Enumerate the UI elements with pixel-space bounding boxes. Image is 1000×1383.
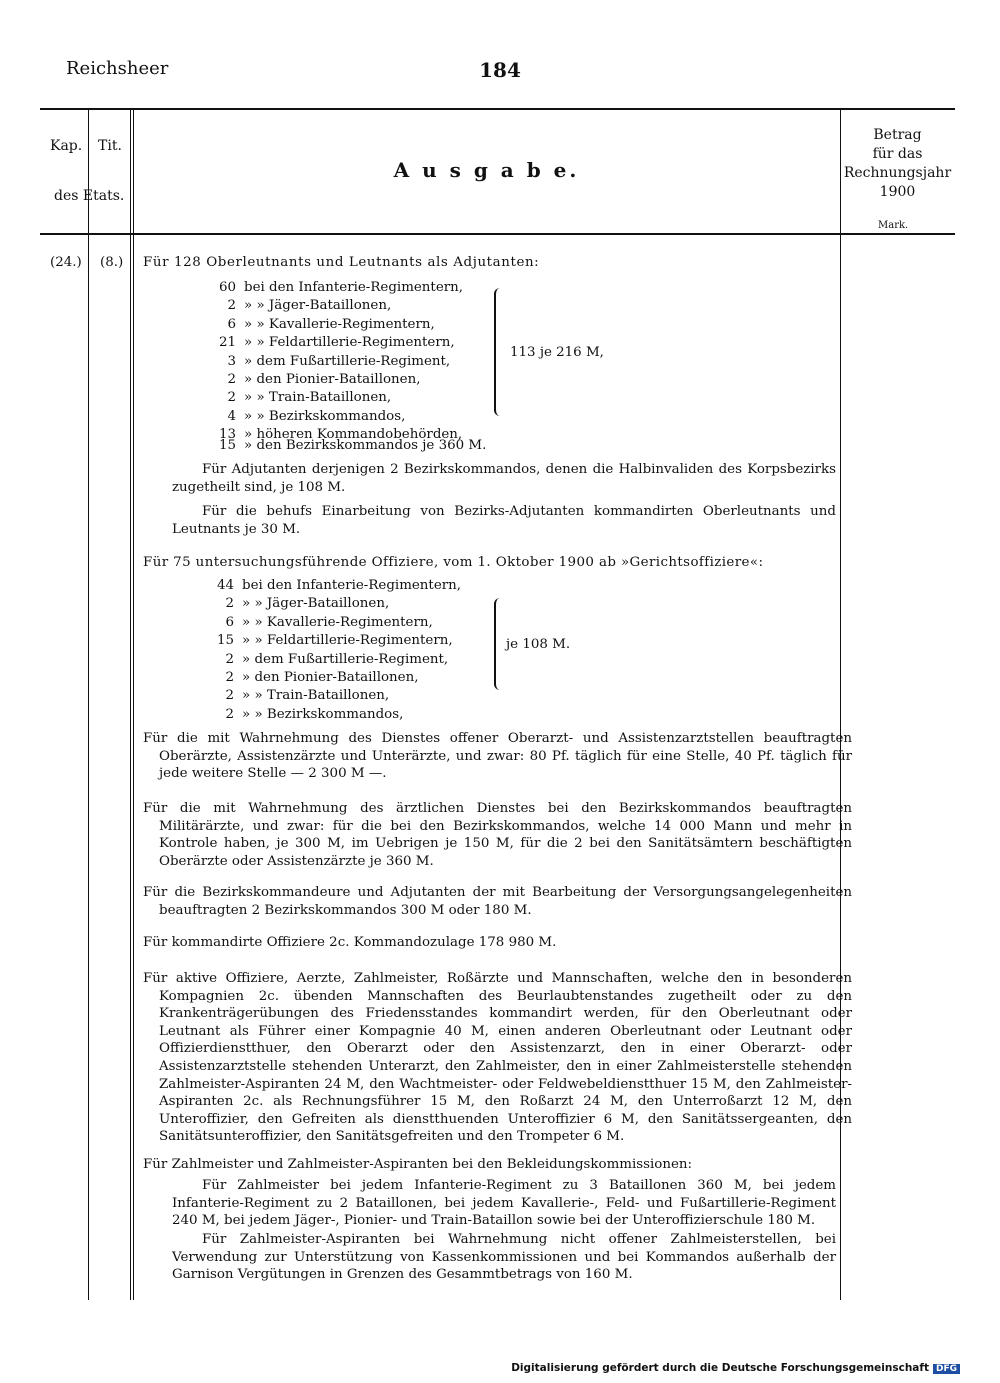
column-rule-tit-double	[133, 110, 134, 1300]
count: 2	[225, 651, 234, 667]
column-rule-tit	[130, 110, 131, 1300]
count: 13	[218, 427, 236, 443]
table-top-rule	[40, 108, 955, 110]
unit-column	[242, 577, 461, 724]
col-head-kap: Kap.	[50, 138, 83, 154]
unit-label: » » Feldartillerie-Regimentern,	[242, 633, 453, 649]
count-column	[210, 279, 236, 445]
count: 2	[225, 670, 234, 686]
curly-brace	[494, 598, 502, 690]
col-head-betrag	[840, 126, 955, 202]
col-head-tit: Tit.	[98, 138, 122, 154]
betrag-line: für das	[872, 146, 923, 162]
unit-label: » » Train-Bataillonen,	[244, 390, 392, 406]
col-head-des-etats: des Etats.	[54, 188, 125, 204]
unit-column	[244, 279, 463, 445]
row-kap: (24.)	[50, 255, 82, 270]
section-heading: Für 75 untersuchungsführende Offiziere, vom 1. Oktober 1900 ab »Gerichtsoffiziere«:	[143, 555, 764, 570]
count: 15	[216, 633, 234, 649]
credit-text: Digitalisierung gefördert durch die Deutsche Forschungsgemeinschaft	[511, 1362, 929, 1374]
count: 2	[227, 372, 236, 388]
count-column	[208, 577, 234, 724]
page-number: 184	[479, 58, 521, 82]
column-rule-kap	[88, 110, 89, 1300]
paragraph: Für die behufs Einarbeitung von Bezirks-Adjutanten kommandirten Oberleutnants und Leutnants je 30 M.	[172, 504, 836, 537]
betrag-line: Rechnungsjahr	[843, 165, 952, 181]
unit-label: » » Bezirkskommandos,	[242, 706, 404, 722]
betrag-line: Betrag	[873, 127, 922, 143]
unit-label: » » Bezirkskommandos,	[244, 408, 406, 424]
unit-label: » » Kavallerie-Regimentern,	[244, 316, 435, 332]
unit-label: » den Pionier-Bataillonen,	[244, 372, 421, 388]
count: 4	[227, 408, 236, 424]
unit-label: » » Jäger-Bataillonen,	[242, 596, 390, 612]
count: 3	[227, 353, 236, 369]
unit-label: » » Feldartillerie-Regimentern,	[244, 335, 455, 351]
unit-label: bei den Infanterie-Regimentern,	[242, 578, 462, 593]
count: 2	[225, 596, 234, 612]
unit-label: » » Train-Bataillonen,	[242, 688, 390, 704]
unit-label: » » Jäger-Bataillonen,	[244, 298, 392, 314]
brace-label: 113 je 216 M,	[510, 345, 604, 360]
betrag-line: 1900	[879, 184, 916, 200]
unit-label: » » Kavallerie-Regimentern,	[242, 614, 433, 630]
count: 21	[218, 335, 236, 351]
section-title: A u s g a b e.	[393, 158, 580, 182]
count: 15	[218, 438, 236, 453]
curly-brace	[494, 288, 502, 416]
section-heading: Für 128 Oberleutnants und Leutnants als Adjutanten:	[143, 255, 540, 270]
dfg-logo: DFG	[933, 1364, 960, 1374]
unit-label: bei den Infanterie-Regimentern,	[244, 280, 464, 295]
paragraph: Für Adjutanten derjenigen 2 Bezirkskommandos, denen die Halbinvaliden des Korpsbezirks zugetheilt sind, je 108 M.	[172, 462, 836, 495]
digitization-credit	[511, 1362, 960, 1383]
count: 2	[225, 706, 234, 722]
paragraph: Für die mit Wahrnehmung des Dienstes offener Oberarzt- und Assistenzarztstellen beauftragten Oberärzte, Assistenzärzte und Unterärzte, und zwar: 80 Pf. täglich für eine Stelle, 40 Pf. täglich für jede weitere Stelle — 2 300 M —.	[143, 731, 852, 782]
paragraph: Für die Bezirkskommandeure und Adjutanten der mit Bearbeitung der Versorgungsangelegenheiten beauftragten 2 Bezirkskommandos 300 M oder 180 M.	[143, 885, 852, 918]
count: 2	[227, 390, 236, 406]
section-heading: Für Zahlmeister und Zahlmeister-Aspiranten bei den Bekleidungskommissionen:	[143, 1157, 693, 1172]
unit-label: » dem Fußartillerie-Regiment,	[242, 651, 449, 667]
col-head-mark: Mark.	[878, 220, 909, 231]
count: 44	[216, 578, 234, 593]
paragraph: Für die mit Wahrnehmung des ärztlichen Dienstes bei den Bezirkskommandos beauftragten Militärärzte, und zwar: für die bei den Bezirkskommandos, welche 14 000 Mann und mehr in Kontrole haben, je 300 M, im Uebrigen je 150 M, für die 2 bei den Sanitätsämtern beschäftigten Oberärzte oder Assistenzärzte je 360 M.	[143, 801, 852, 869]
unit-label: » den Bezirkskommandos je 360 M.	[244, 438, 487, 453]
count: 6	[225, 614, 234, 630]
count: 2	[225, 688, 234, 704]
unit-label: » den Pionier-Bataillonen,	[242, 670, 419, 686]
paragraph: Für Zahlmeister-Aspiranten bei Wahrnehmung nicht offener Zahlmeisterstellen, bei Verwendung zur Unterstützung von Kassenkommissionen und bei Kommandos außerhalb der Garnison Vergütungen in Grenzen des Gesammtbetrags von 160 M.	[172, 1232, 836, 1283]
count: 60	[218, 280, 236, 295]
row-tit: (8.)	[100, 255, 124, 270]
count: 2	[227, 298, 236, 314]
count: 6	[227, 316, 236, 332]
running-title: Reichsheer	[66, 58, 169, 79]
brace-label: je 108 M.	[506, 637, 571, 652]
paragraph: Für aktive Offiziere, Aerzte, Zahlmeister, Roßärzte und Mannschaften, welche den in besonderen Kompagnien 2c. übenden Mannschaften des Beurlaubtenstandes zugetheilt oder zu den Krankenträgerübungen des Friedensstandes kommandirt werden, für den Oberleutnant oder Leutnant als Führer einer Kompagnie 40 M, einen anderen Oberleutnant oder Leutnant oder Offizierdienstthuer, den Oberarzt oder den Assistenzarzt, den in einer Oberarzt- oder Assistenzarztstelle stehenden Unterarzt, den Zahlmeister, den in einer Zahlmeisterstelle stehenden Zahlmeister-Aspiranten 24 M, den Wachtmeister- oder Feldwebeldienstthuer 15 M, den Zahlmeister-Aspiranten 2c. als Rechnungsführer 15 M, den Roßarzt 24 M, den Unterroßarzt 12 M, den Unteroffizier, den Gefreiten als dienstthuenden Unteroffizier 6 M, den Sanitätssergeanten, den Sanitätsunteroffizier, den Sanitätsgefreiten und den Trompeter 6 M.	[143, 971, 852, 1145]
table-header-rule	[40, 233, 955, 235]
unit-label: » höheren Kommandobehörden,	[244, 427, 463, 443]
paragraph: Für Zahlmeister bei jedem Infanterie-Regiment zu 3 Bataillonen 360 M, bei jedem Infanterie-Regiment zu 2 Bataillonen, bei jedem Kavallerie-, Feld- und Fußartillerie-Regiment 240 M, bei jedem Jäger-, Pionier- und Train-Bataillon sowie bei der Unteroffizierschule 180 M.	[172, 1178, 836, 1229]
paragraph: Für kommandirte Offiziere 2c. Kommandozulage 178 980 M.	[143, 935, 557, 950]
unit-label: » dem Fußartillerie-Regiment,	[244, 353, 451, 369]
